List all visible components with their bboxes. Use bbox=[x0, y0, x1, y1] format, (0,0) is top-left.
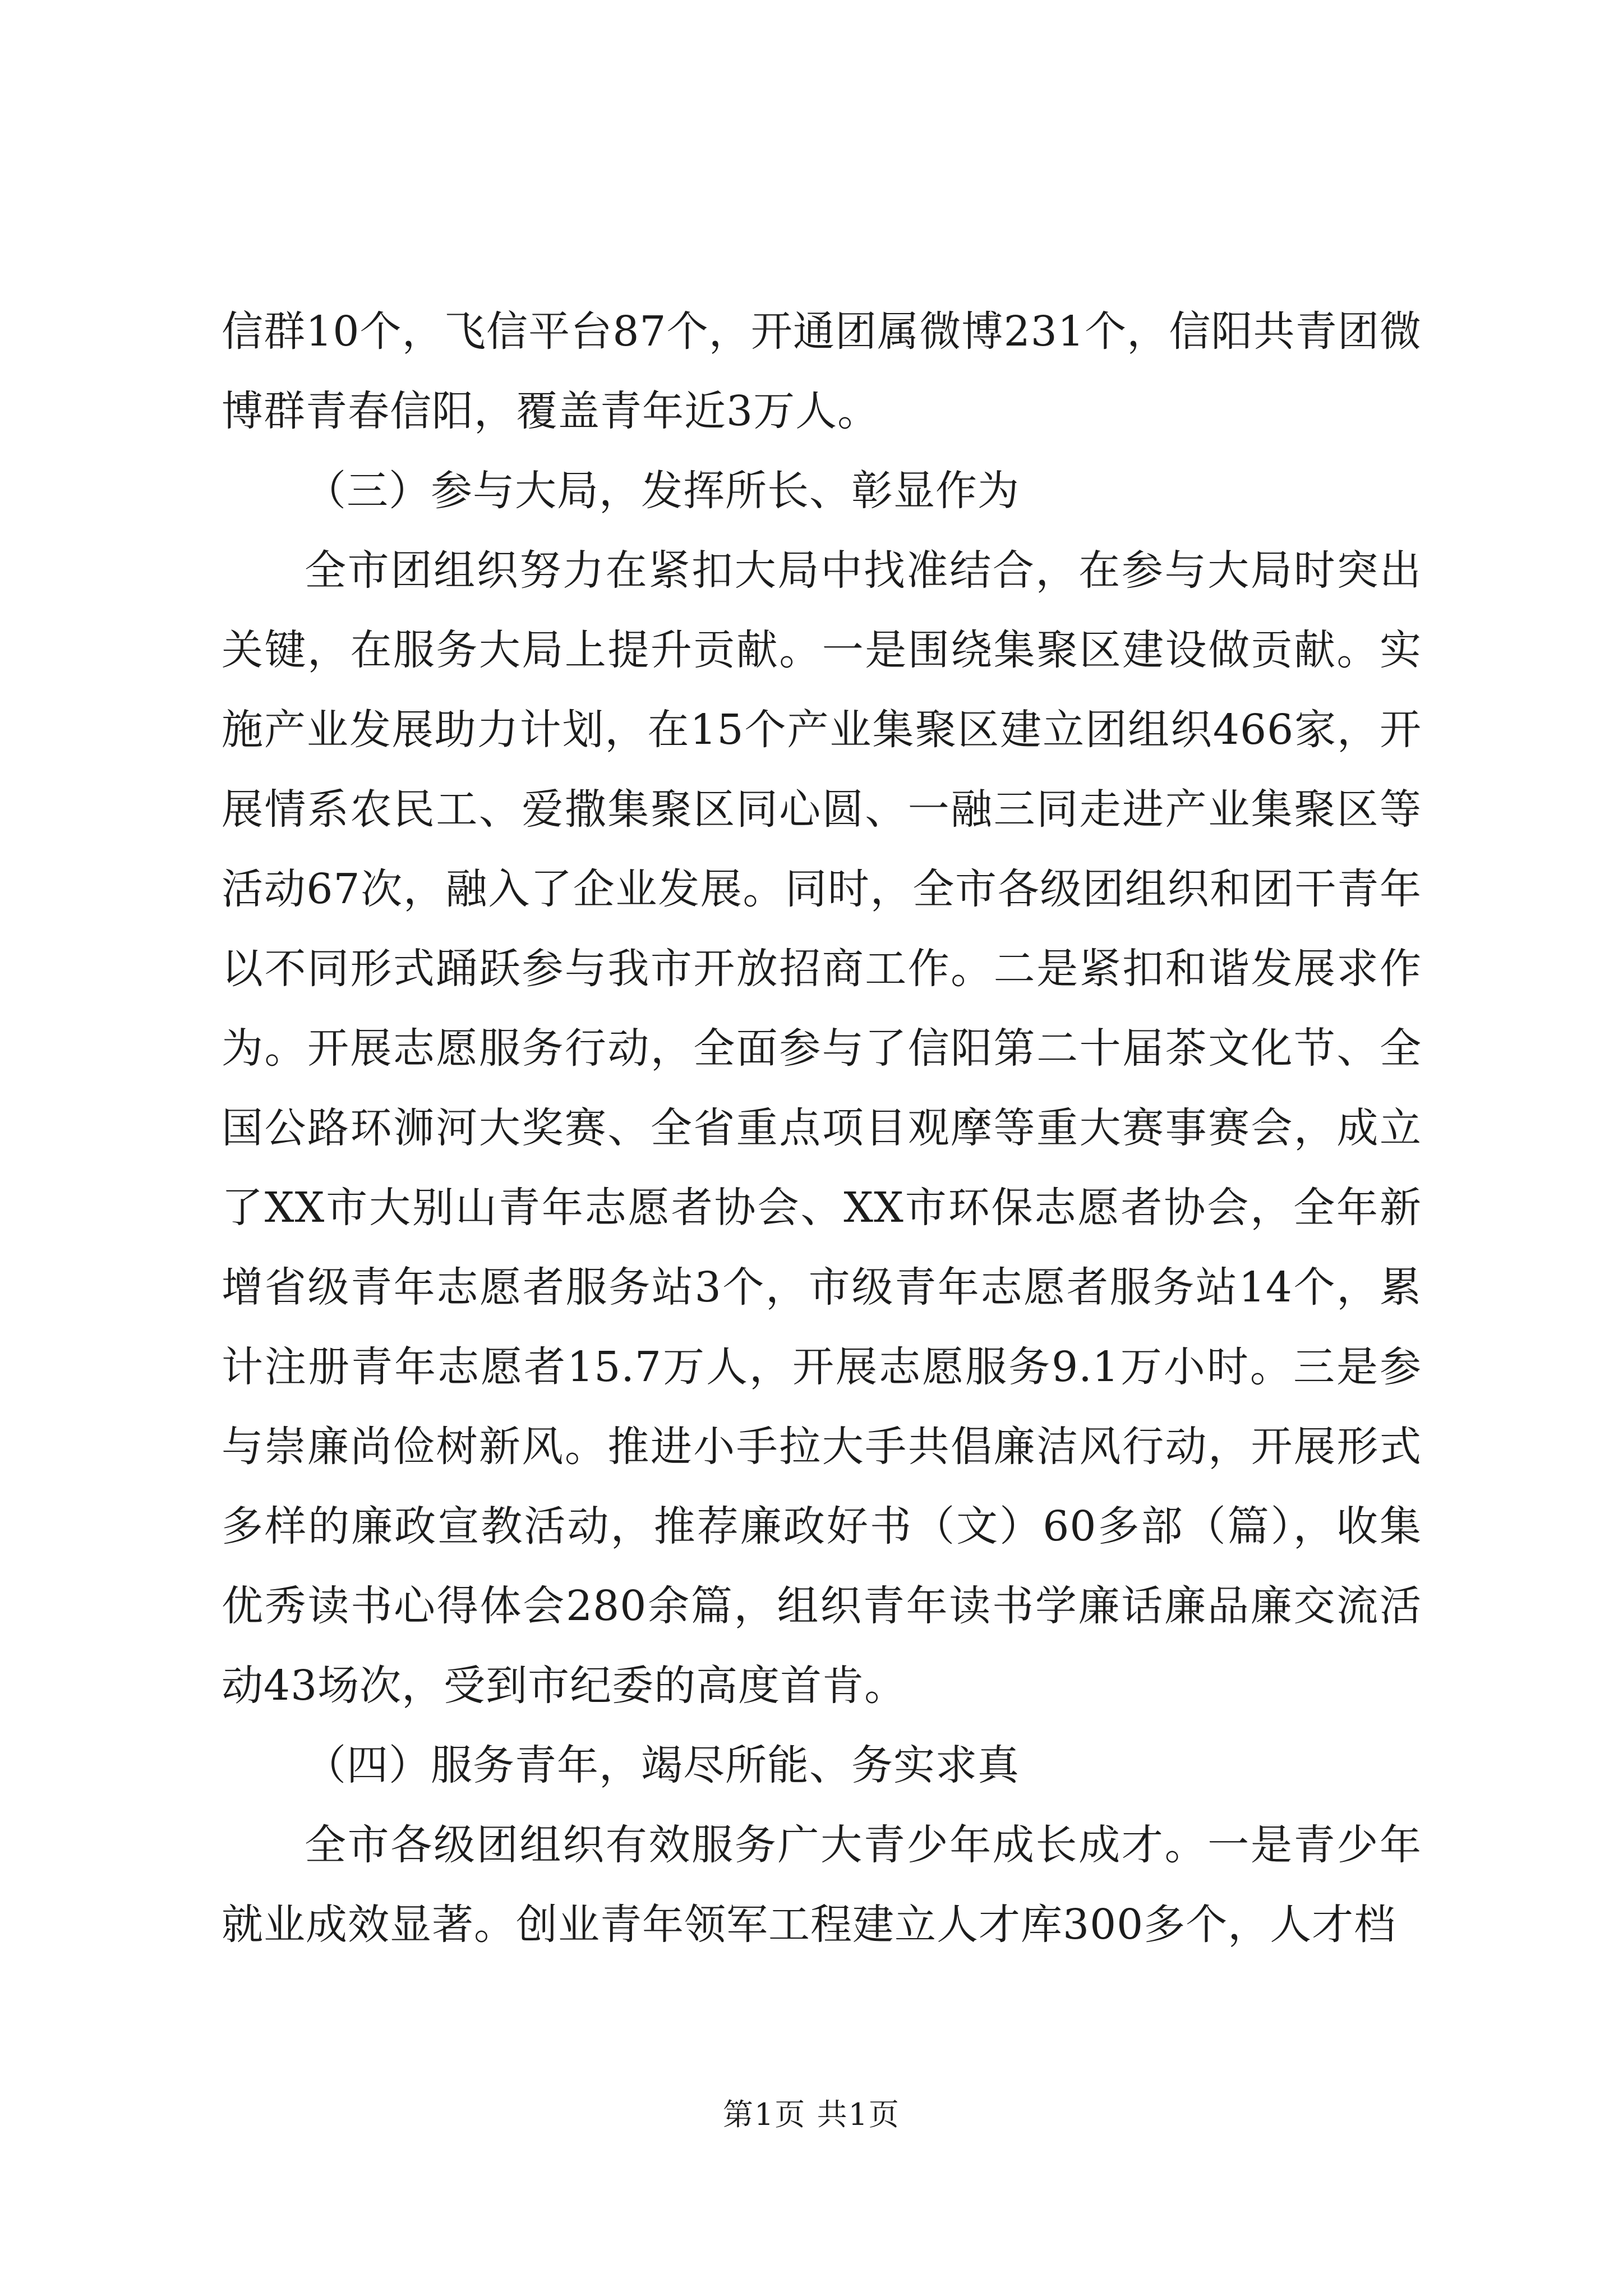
section-heading-three: （三）参与大局，发挥所长、彰显作为 bbox=[305, 467, 1020, 515]
page-footer: 第1页 共1页 bbox=[723, 2097, 900, 2132]
paragraph-participation: 全市团组织努力在紧扣大局中找准结合，在参与大局时突出关键，在服务大局上提升贡献。一是围绕集聚区建设做贡献。实施产业发展助力计划，在15个产业集聚区建立团组织466家，开展情系农民工、爱撒集聚区同心圆、一融三同走进产业集聚区等活动67次，融入了企业发展。同时，全市各级团组织和团干青年以不同形式踊跃参与我市开放招商工作。二是紧扣和谐发展求作为。开展志愿服务行动，全面参与了信阳第二十届茶文化节、全国公路环浉河大奖赛、全省重点项目观摩等重大赛事赛会，成立了XX市大别山青年志愿者协会、XX市环保志愿者协会，全年新增省级青年志愿者服务站3个，市级青年志愿者服务站14个，累计注册青年志愿者15.7万人，开展志愿服务9.1万小时。三是参与崇廉尚俭树新风。推进小手拉大手共倡廉洁风行动，开展形式多样的廉政宣教活动，推荐廉政好书（文）60多部（篇），收集优秀读书心得体会280余篇，组织青年读书学廉话廉品廉交流活动43场次，受到市纪委的高度首肯。 bbox=[222, 546, 1422, 1710]
paragraph-service: 全市各级团组织有效服务广大青少年成长成才。一是青少年就业成效显著。创业青年领军工程建立人才库300多个，人才档 bbox=[222, 1821, 1422, 1949]
section-heading-four: （四）服务青年，竭尽所能、务实求真 bbox=[305, 1741, 1020, 1789]
paragraph-continued: 信群10个，飞信平台87个，开通团属微博231个，信阳共青团微博群青春信阳，覆盖青年近3万人。 bbox=[222, 307, 1422, 435]
document-body bbox=[222, 292, 1422, 1964]
